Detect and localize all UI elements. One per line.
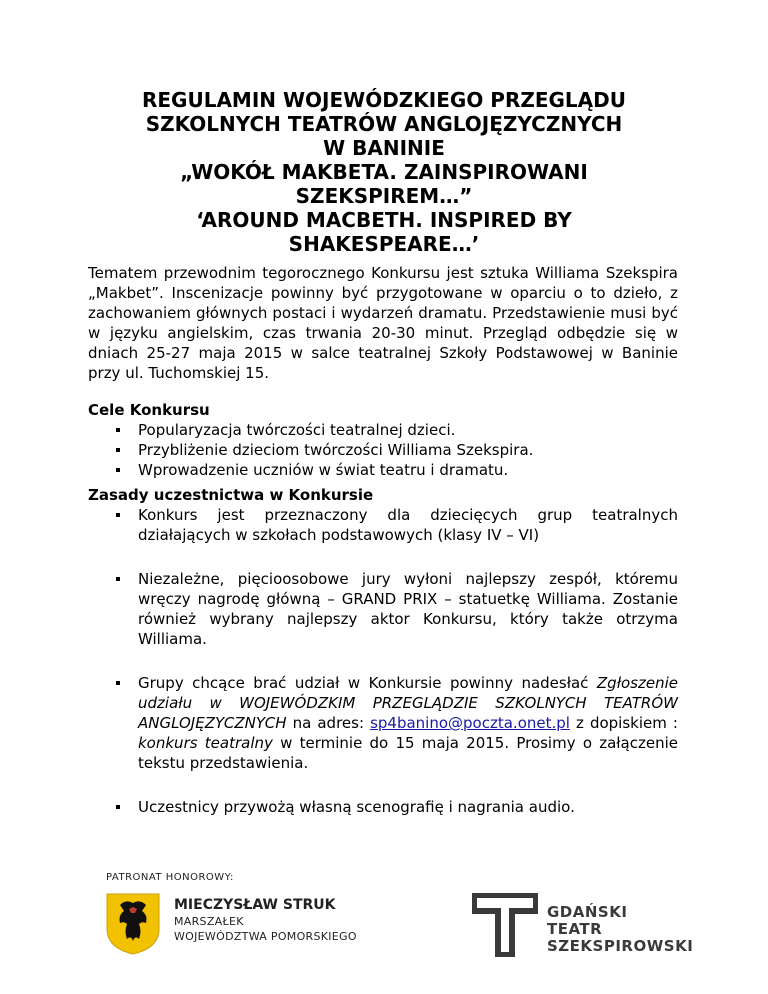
rules-section: [88, 485, 678, 841]
bullet-icon: [116, 428, 120, 432]
sponsor-role: MARSZAŁEK: [174, 915, 244, 928]
document-title: [88, 88, 680, 256]
theatre-name-line: SZEKSPIROWSKI: [547, 937, 694, 955]
rule-text: Konkurs jest przeznaczony dla dziecięcych grup teatralnych działających w szkołach podstawowych (klasy IV – VI): [138, 506, 678, 544]
form-title: Zgłoszenie udziału w WOJEWÓDZKIM PRZEGLĄDZIE SZKOLNYCH TEATRÓW ANGLOJĘZYCZNYCH: [138, 674, 678, 732]
pomeranian-crest-icon: [106, 893, 160, 955]
title-line: SHAKESPEARE…’: [288, 232, 480, 256]
theatre-name: [547, 904, 693, 955]
bullet-icon: [116, 448, 120, 452]
intro-text: Tematem przewodnim tegorocznego Konkursu jest sztuka Williama Szekspira „Makbet”. Inscenizacje powinny być przygotowane w oparciu o to dzieło, z zachowaniem głównych postaci i wydarzeń dramatu. Przedstawienie musi być w języku angielskim, czas trwania 20-30 minut. Przegląd odbędzie się w dniach 25-27 maja 2015 w salce teatralnej Szkoły Podstawowej w Baninie przy ul. Tuchomskiej 15.: [88, 264, 678, 382]
list-item: [88, 673, 678, 773]
rule-text-end: w terminie do 15 maja 2015. Prosimy o załączenie tekstu przedstawienia.: [138, 734, 678, 772]
list-item: [88, 460, 678, 480]
bullet-icon: [116, 681, 120, 685]
rule-text-after-email: z dopiskiem :: [569, 714, 678, 732]
email-link[interactable]: sp4banino@poczta.onet.pl: [370, 714, 570, 732]
theatre-name-line: TEATR: [547, 920, 603, 938]
bullet-icon: [116, 513, 120, 517]
sponsor-role: WOJEWÓDZTWA POMORSKIEGO: [174, 930, 357, 943]
title-line: W BANINIE: [323, 136, 445, 160]
rule-text-mid: na adres:: [286, 714, 371, 732]
title-line: REGULAMIN WOJEWÓDZKIEGO PRZEGLĄDU: [141, 88, 626, 112]
list-item: [88, 505, 678, 545]
subject-text: konkurs teatralny: [138, 734, 273, 752]
honorary-patron: [174, 896, 357, 944]
patronage-label: PATRONAT HONOROWY:: [106, 872, 234, 883]
rule-text: Uczestnicy przywożą własną scenografię i nagrania audio.: [138, 798, 575, 816]
title-line: ‘AROUND MACBETH. INSPIRED BY: [196, 208, 572, 232]
goals-heading: Cele Konkursu: [88, 401, 210, 419]
bullet-icon: [116, 805, 120, 809]
title-line: „WOKÓŁ MAKBETA. ZAINSPIROWANI: [180, 160, 588, 184]
list-item: [88, 440, 678, 460]
rule-text: Niezależne, pięcioosobowe jury wyłoni najlepszy zespół, któremu wręczy nagrodę główną – GRAND PRIX – statuetkę Williama. Zostanie również wybrany najlepszy aktor Konkursu, który także otrzyma Williama.: [138, 570, 678, 648]
goals-section: [88, 400, 678, 480]
rules-heading: Zasady uczestnictwa w Konkursie: [88, 486, 374, 504]
gdanski-teatr-logo-icon: [472, 893, 538, 957]
list-item: [88, 420, 678, 440]
goal-text: Popularyzacja twórczości teatralnej dzieci.: [138, 421, 456, 439]
list-item: [88, 797, 678, 817]
bullet-icon: [116, 468, 120, 472]
intro-paragraph: [88, 263, 678, 383]
bullet-icon: [116, 577, 120, 581]
goals-list: [88, 420, 678, 480]
rules-list: [88, 505, 678, 817]
goal-text: Wprowadzenie uczniów w świat teatru i dramatu.: [138, 461, 509, 479]
goal-text: Przybliżenie dzieciom twórczości Williama Szekspira.: [138, 441, 534, 459]
theatre-name-line: GDAŃSKI: [547, 903, 628, 921]
rule-text-before: Grupy chcące brać udział w Konkursie powinny nadesłać: [138, 674, 597, 692]
title-line: SZKOLNYCH TEATRÓW ANGLOJĘZYCZNYCH: [145, 112, 623, 136]
list-item: [88, 569, 678, 649]
title-line: SZEKSPIREM…”: [295, 184, 473, 208]
sponsor-name: MIECZYSŁAW STRUK: [174, 897, 336, 913]
